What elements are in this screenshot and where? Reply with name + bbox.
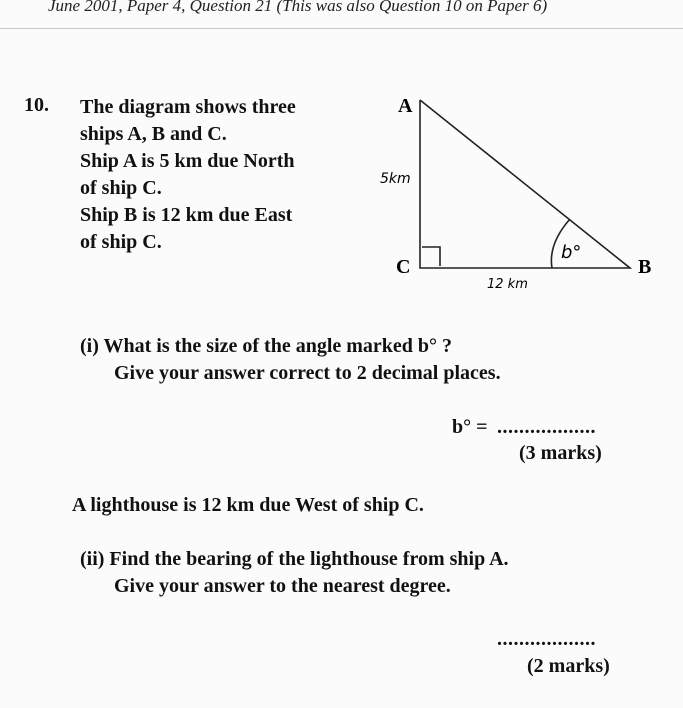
- vertex-label-c: C: [396, 256, 411, 278]
- part-ii-marks: (2 marks): [527, 655, 610, 677]
- part-i-answer-field[interactable]: ..................: [497, 416, 596, 438]
- part-i-question: (i) What is the size of the angle marked b° ?: [80, 335, 453, 357]
- part-i-answer-label: b° =: [452, 416, 488, 438]
- stem-line: Ship A is 5 km due North: [80, 150, 295, 172]
- part-ii-instruction: Give your answer to the nearest degree.: [114, 575, 451, 597]
- stem-line: of ship C.: [80, 177, 162, 199]
- right-angle-marker: [422, 247, 440, 266]
- stem-line: Ship B is 12 km due East: [80, 204, 293, 226]
- side-label-cb: 12 km: [487, 277, 528, 292]
- part-i-marks: (3 marks): [519, 442, 602, 464]
- stem-line: The diagram shows three: [80, 96, 296, 118]
- part-i-instruction: Give your answer correct to 2 decimal places.: [114, 362, 501, 384]
- triangle-outline: [420, 100, 630, 268]
- page-header: June 2001, Paper 4, Question 21 (This was also Question 10 on Paper 6): [48, 0, 548, 15]
- angle-label: b°: [561, 242, 582, 263]
- vertex-label-b: B: [638, 256, 652, 278]
- stem-line: of ship C.: [80, 231, 162, 253]
- part-ii-question: (ii) Find the bearing of the lighthouse from ship A.: [80, 548, 509, 570]
- stem-line: ships A, B and C.: [80, 123, 227, 145]
- side-label-ac: 5km: [380, 171, 411, 187]
- question-number: 10.: [24, 94, 49, 116]
- part-ii-answer-field[interactable]: ..................: [497, 628, 596, 650]
- vertex-label-a: A: [398, 95, 413, 117]
- lighthouse-statement: A lighthouse is 12 km due West of ship C.: [72, 494, 424, 516]
